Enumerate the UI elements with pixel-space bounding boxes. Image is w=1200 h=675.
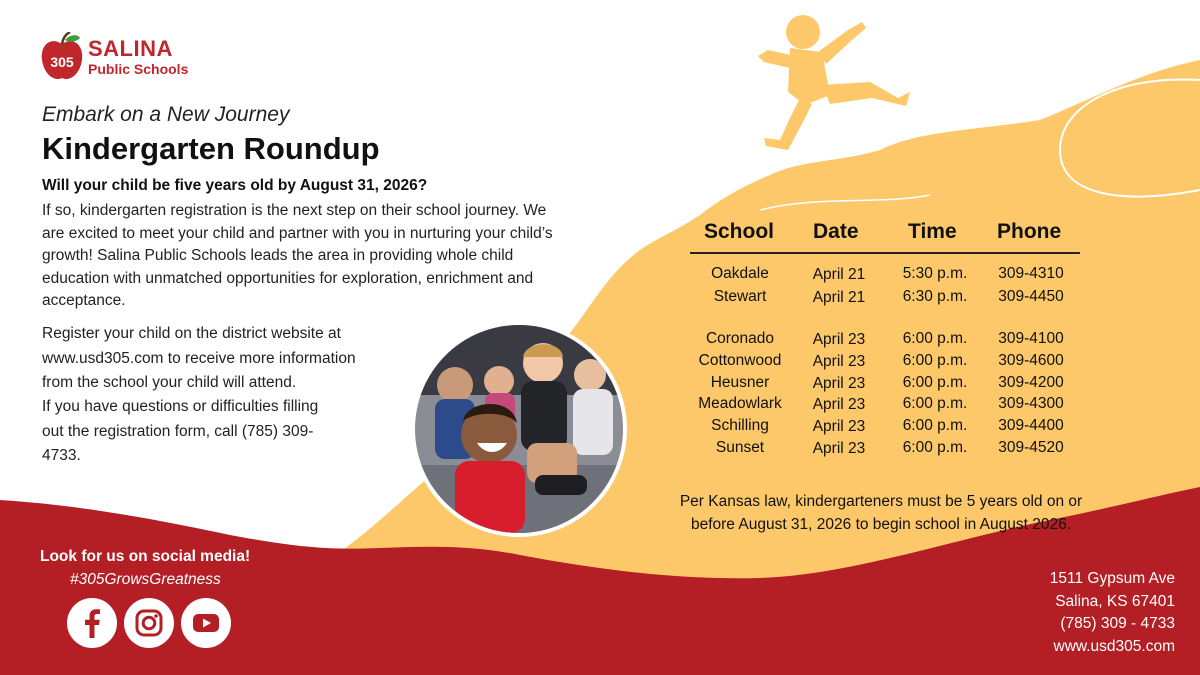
school-phone: 309-4450 [998,288,1064,305]
event-date: April 23 [812,440,866,457]
intro-paragraph: If so, kindergarten registration is the next step on their school journey. We are excited to meet your child and partner with you in nurturing your child’s growth! Salina Public Schools leads the area in providing whole child education with unmatched opportunities for exploration, enrichment and acceptance. [42,202,553,309]
instagram-icon[interactable] [124,598,174,648]
tagline: Embark on a New Journey [42,103,290,126]
school-phone: 309-4100 [998,330,1064,347]
youtube-icon[interactable] [181,598,231,648]
school-phone: 309-4600 [998,352,1064,369]
event-date: April 21 [812,289,866,306]
event-date: April 23 [812,418,866,435]
school-name: Meadowlark [698,395,782,412]
logo-subtitle: Public Schools [88,61,189,77]
hashtag: #305GrowsGreatness [70,571,221,588]
school-name: Coronado [705,330,775,347]
table-divider [690,252,1080,254]
school-name: Heusner [710,374,770,391]
children-photo [411,321,627,537]
event-time: 6:00 p.m. [902,417,968,434]
district-website[interactable]: www.usd305.com [1053,637,1175,655]
col-header-date: Date [813,220,859,243]
event-date: April 23 [812,331,866,348]
event-date: April 23 [812,353,866,370]
event-time: 6:00 p.m. [902,330,968,347]
event-time: 6:30 p.m. [902,288,968,305]
school-phone: 309-4300 [998,395,1064,412]
col-header-phone: Phone [997,220,1062,243]
event-time: 6:00 p.m. [902,439,968,456]
register-paragraph: Register your child on the district website at www.usd305.com to receive more information from the school your child will attend. [42,325,356,391]
school-name: Sunset [715,439,765,456]
kansas-law-note: Per Kansas law, kindergarteners must be 5 years old on or before August 31, 2026 to begin school in August 2026. [679,493,1083,533]
social-heading: Look for us on social media! [40,548,251,565]
event-time: 5:30 p.m. [902,265,968,282]
event-date: April 21 [812,266,866,283]
col-header-school: School [704,220,775,243]
apple-logo-icon [40,32,84,82]
facebook-icon[interactable] [67,598,117,648]
logo-name: SALINA [88,36,173,61]
page-title: Kindergarten Roundup [42,131,380,166]
school-name: Stewart [713,288,767,305]
school-name: Schilling [711,417,769,434]
street-address: 1511 Gypsum Ave [1049,570,1175,587]
school-phone: 309-4400 [998,417,1064,434]
logo[interactable] [40,32,188,82]
col-header-time: Time [908,220,957,243]
school-phone: 309-4200 [998,374,1064,391]
school-phone: 309-4520 [998,439,1064,456]
contact-info [1000,568,1175,658]
school-phone: 309-4310 [998,265,1064,282]
school-name: Oakdale [711,265,769,282]
children-photo-illustration [415,325,623,533]
logo-number: 305 [50,54,74,70]
event-date: April 23 [812,396,866,413]
school-name: Cottonwood [698,352,782,369]
event-time: 6:00 p.m. [902,374,968,391]
eligibility-question: Will your child be five years old by August 31, 2026? [42,177,428,194]
event-time: 6:00 p.m. [902,395,968,412]
district-phone[interactable]: (785) 309 - 4733 [1060,615,1175,632]
city-state-zip: Salina, KS 67401 [1055,592,1175,610]
event-date: April 23 [812,375,866,392]
contact-paragraph: If you have questions or difficulties filling out the registration form, call (785) 309-4733. [42,398,319,464]
jumping-child-silhouette [758,15,910,150]
event-time: 6:00 p.m. [902,352,968,369]
